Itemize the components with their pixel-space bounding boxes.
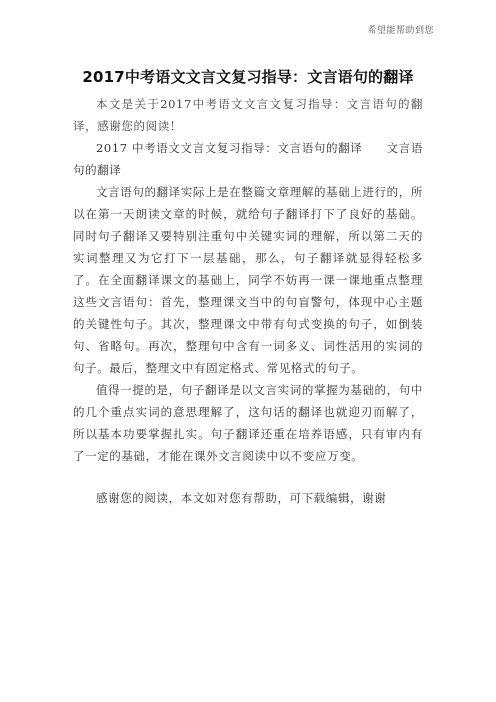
document-body: [73, 93, 423, 509]
closing-paragraph: 感谢您的阅读，本文如对您有帮助，可下载编辑，谢谢: [96, 491, 387, 505]
header-note: 希望能帮助到您: [367, 26, 434, 36]
intro-paragraph: 本文是关于2017中考语文文言文复习指导：文言语句的翻译，感谢您的阅读！: [73, 97, 423, 133]
subtitle-paragraph: 2017 中考语文文言文复习指导：文言语句的翻译 文言语句的翻译: [73, 141, 423, 177]
body-paragraph: 文言语句的翻译实际上是在整篇文章理解的基础上进行的，所以在第一天朗读文章的时候，就给句子翻译打下了良好的基础。同时句子翻译又要特别注重句中关键实词的理解，所以第二天的实词整理又为它打下一层基础，那么，句子翻译就显得轻松多了。在全面翻译课文的基础上，同学不妨再一课一课地重点整理这些文言语句：首先，整理课文当中的句盲警句，体现中心主题的关键性句子。其次，整理课文中带有句式变换的句子，如倒装句、省略句。再次，整理句中含有一词多义、词性活用的实词的句子。最后，整理文中有固定格式、常见格式的句子。: [73, 185, 423, 375]
body-paragraph: 值得一提的是，句子翻译是以文言实词的掌握为基础的，句中的几个重点实词的意思理解了，这句话的翻译也就迎刃而解了，所以基本功要掌握扎实。句子翻译还重在培养语感，只有审内有了一定的基础，才能在课外文言阅读中以不变应万变。: [73, 383, 423, 463]
document-title: 2017中考语文文言文复习指导：文言语句的翻译: [82, 68, 414, 86]
